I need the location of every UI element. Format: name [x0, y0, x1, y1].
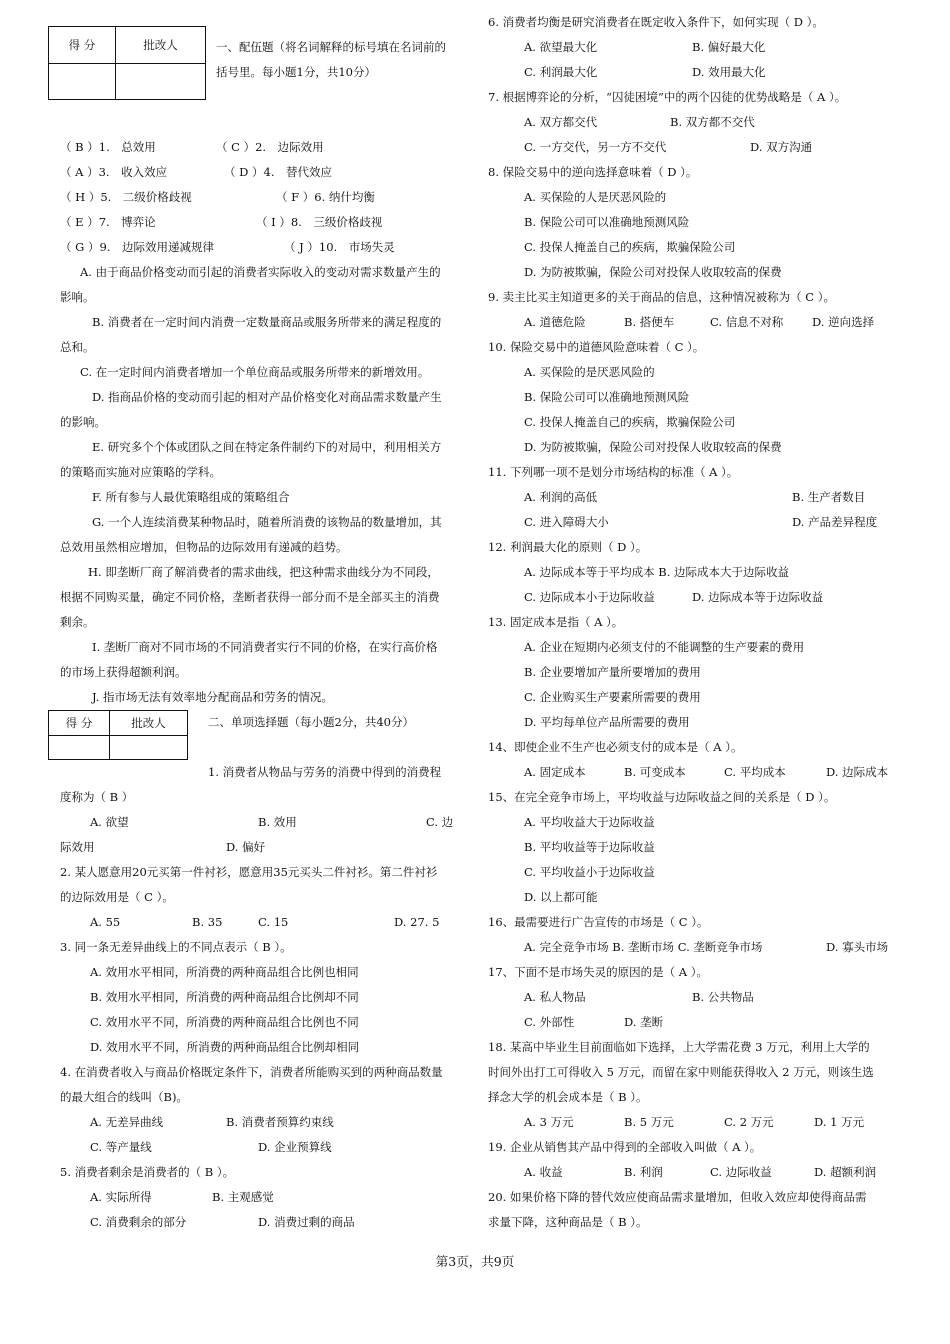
option-text: A. 固定成本 — [524, 765, 586, 779]
option-text: D. 逆向选择 — [812, 315, 875, 329]
option-text: D. 产品差异程度 — [792, 515, 878, 529]
line-text: 5. 消费者剩余是消费者的（ B ）。 — [60, 1165, 235, 1179]
line-text: 16、最需要进行广告宣传的市场是（ C ）。 — [488, 915, 709, 929]
line-text: 剩余。 — [60, 615, 95, 629]
grader-cell[interactable] — [116, 64, 206, 100]
line-text: 二、单项选择题（每小题2分，共40分） — [208, 715, 414, 729]
option-text: （ C ）2. 边际效用 — [216, 140, 324, 154]
line-text: G. 一个人连续消费某种物品时，随着所消费的该物品的数量增加，其 — [92, 515, 442, 529]
line-text: 求量下降，这种商品是（ B ）。 — [488, 1215, 648, 1229]
line-text: 度称为（ B ） — [60, 790, 134, 804]
option-text: B. 搭便车 — [624, 315, 675, 329]
score-label: 得 分 — [49, 27, 116, 64]
line-text: 10. 保险交易中的道德风险意味着（ C ）。 — [488, 340, 705, 354]
line-text: 总和。 — [60, 340, 95, 354]
option-text: C. 进入障碍大小 — [524, 515, 609, 529]
option-text: C. 边 — [426, 815, 454, 829]
line-text: 11. 下列哪一项不是划分市场结构的标准（ A ）。 — [488, 465, 739, 479]
option-text: D. 27. 5 — [394, 915, 440, 929]
line-text: C. 企业购买生产要素所需要的费用 — [524, 690, 701, 704]
score-cell[interactable] — [49, 64, 116, 100]
option-text: C. 一方交代，另一方不交代 — [524, 140, 667, 154]
line-text: C. 平均收益小于边际收益 — [524, 865, 655, 879]
line-text: 时间外出打工可得收入 5 万元，而留在家中则能获得收入 2 万元，则该生选 — [488, 1065, 874, 1079]
option-text: D. 边际成本等于边际收益 — [692, 590, 824, 604]
option-text: A. 55 — [90, 915, 121, 929]
line-text: 13. 固定成本是指（ A ）。 — [488, 615, 624, 629]
option-text: D. 双方沟通 — [750, 140, 813, 154]
line-text: I. 垄断厂商对不同市场的不同消费者实行不同的价格，在实行高价格 — [92, 640, 438, 654]
line-text: B. 企业要增加产量所要增加的费用 — [524, 665, 701, 679]
line-text: 的策略而实施对应策略的学科。 — [60, 465, 221, 479]
option-text: B. 偏好最大化 — [692, 40, 766, 54]
line-text: 的边际效用是（ C ）。 — [60, 890, 174, 904]
line-text: 择念大学的机会成本是（ B ）。 — [488, 1090, 648, 1104]
line-text: 9. 卖主比买主知道更多的关于商品的信息，这种情况被称为（ C ）。 — [488, 290, 835, 304]
line-text: A. 买保险的是厌恶风险的 — [524, 365, 655, 379]
line-text: 17、下面不是市场失灵的原因的是（ A ）。 — [488, 965, 708, 979]
line-text: 的影响。 — [60, 415, 106, 429]
line-text: A. 效用水平相同，所消费的两种商品组合比例也相同 — [90, 965, 359, 979]
option-text: A. 收益 — [524, 1165, 563, 1179]
line-text: F. 所有参与人最优策略组成的策略组合 — [92, 490, 290, 504]
option-text: B. 35 — [192, 915, 223, 929]
option-text: （ J ）10. 市场失灵 — [284, 240, 395, 254]
option-text: A. 道德危险 — [524, 315, 586, 329]
line-text: 总效用虽然相应增加，但物品的边际效用有递减的趋势。 — [60, 540, 348, 554]
line-text: A. 企业在短期内必须支付的不能调整的生产要素的费用 — [524, 640, 805, 654]
score-label: 得 分 — [49, 711, 110, 736]
line-text: 7. 根据博弈论的分析，“囚徒困境”中的两个囚徒的优势战略是（ A ）。 — [488, 90, 847, 104]
line-text: 一、配伍题（将名词解释的标号填在名词前的 — [216, 40, 446, 54]
option-text: A. 无差异曲线 — [90, 1115, 164, 1129]
option-text: D. 1 万元 — [814, 1115, 865, 1129]
option-text: C. 15 — [258, 915, 289, 929]
option-text: D. 边际成本 — [826, 765, 889, 779]
line-text: 2. 某人愿意用20元买第一件衬衫，愿意用35元买头二件衬衫。第二件衬衫 — [60, 865, 438, 879]
option-text: （ B ）1. 总效用 — [60, 140, 156, 154]
line-text: 18. 某高中毕业生目前面临如下选择，上大学需花费 3 万元，利用上大学的 — [488, 1040, 870, 1054]
option-text: （ I ）8. 三级价格歧视 — [256, 215, 383, 229]
option-text: B. 消费者预算约束线 — [226, 1115, 334, 1129]
option-text: D. 垄断 — [624, 1015, 664, 1029]
option-text: （ F ）6. 纳什均衡 — [276, 190, 375, 204]
option-text: C. 平均成本 — [724, 765, 786, 779]
line-text: 的市场上获得超额利润。 — [60, 665, 187, 679]
option-text: A. 双方都交代 — [524, 115, 598, 129]
line-text: 8. 保险交易中的逆向选择意味着（ D ）。 — [488, 165, 698, 179]
line-text: B. 效用水平相同，所消费的两种商品组合比例却不同 — [90, 990, 359, 1004]
line-text: C. 在一定时间内消费者增加一个单位商品或服务所带来的新增效用。 — [80, 365, 430, 379]
option-text: C. 利润最大化 — [524, 65, 598, 79]
line-text: C. 投保人掩盖自己的疾病，欺骗保险公司 — [524, 240, 736, 254]
option-text: D. 效用最大化 — [692, 65, 766, 79]
line-text: 12. 利润最大化的原则（ D ）。 — [488, 540, 648, 554]
option-text: A. 实际所得 — [90, 1190, 152, 1204]
line-text: 3. 同一条无差异曲线上的不同点表示（ B ）。 — [60, 940, 292, 954]
option-text: D. 企业预算线 — [258, 1140, 332, 1154]
line-text: D. 为防被欺骗，保险公司对投保人收取较高的保费 — [524, 440, 782, 454]
option-text: B. 公共物品 — [692, 990, 754, 1004]
line-text: 影响。 — [60, 290, 95, 304]
option-text: D. 寡头市场 — [826, 940, 889, 954]
option-text: C. 消费剩余的部分 — [90, 1215, 187, 1229]
line-text: B. 保险公司可以准确地预测风险 — [524, 215, 690, 229]
line-text: B. 消费者在一定时间内消费一定数量商品或服务所带来的满足程度的 — [92, 315, 442, 329]
line-text: C. 投保人掩盖自己的疾病，欺骗保险公司 — [524, 415, 736, 429]
line-text: 根据不同购买量，确定不同价格，垄断者获得一部分而不是全部买主的消费 — [60, 590, 440, 604]
option-text: B. 效用 — [258, 815, 297, 829]
option-text: C. 等产量线 — [90, 1140, 152, 1154]
line-text: B. 平均收益等于边际收益 — [524, 840, 655, 854]
line-text: H. 即垄断厂商了解消费者的需求曲线，把这种需求曲线分为不同段， — [88, 565, 439, 579]
option-text: B. 可变成本 — [624, 765, 686, 779]
line-text: 20. 如果价格下降的替代效应使商品需求量增加，但收入效应却使得商品需 — [488, 1190, 867, 1204]
line-text: D. 为防被欺骗，保险公司对投保人收取较高的保费 — [524, 265, 782, 279]
option-text: A. 利润的高低 — [524, 490, 598, 504]
line-text: 19. 企业从销售其产品中得到的全部收入叫做（ A ）。 — [488, 1140, 762, 1154]
option-text: B. 5 万元 — [624, 1115, 674, 1129]
line-text: 的最大组合的线叫（B)。 — [60, 1090, 188, 1104]
line-text: A. 边际成本等于平均成本 B. 边际成本大于边际收益 — [524, 565, 790, 579]
option-text: （ H ）5. 二级价格歧视 — [60, 190, 192, 204]
score-box-1 — [48, 26, 206, 100]
grader-cell[interactable] — [110, 736, 188, 760]
option-text: A. 私人物品 — [524, 990, 586, 1004]
line-text: D. 效用水平不同，所消费的两种商品组合比例却相同 — [90, 1040, 360, 1054]
option-text: C. 边际成本小于边际收益 — [524, 590, 655, 604]
option-text: A. 欲望 — [90, 815, 129, 829]
option-text: （ G ）9. 边际效用递减规律 — [60, 240, 214, 254]
option-text: B. 利润 — [624, 1165, 663, 1179]
line-text: 括号里。每小题1分，共10分） — [216, 65, 376, 79]
line-text: D. 指商品价格的变动而引起的相对产品价格变化对商品需求数量产生 — [92, 390, 442, 404]
line-text: 1. 消费者从物品与劳务的消费中得到的消费程 — [208, 765, 442, 779]
option-text: （ E ）7. 博弈论 — [60, 215, 156, 229]
line-text: 15、在完全竞争市场上，平均收益与边际收益之间的关系是（ D ）。 — [488, 790, 836, 804]
option-text: A. 3 万元 — [524, 1115, 574, 1129]
line-text: A. 由于商品价格变动而引起的消费者实际收入的变动对需求数量产生的 — [80, 265, 441, 279]
option-text: A. 欲望最大化 — [524, 40, 598, 54]
option-text: 际效用 — [60, 840, 95, 854]
option-text: B. 双方都不交代 — [670, 115, 755, 129]
grader-label: 批改人 — [116, 27, 206, 64]
page-number: 第3页，共9页 — [435, 1254, 515, 1269]
score-box-2 — [48, 710, 188, 760]
line-text: A. 买保险的人是厌恶风险的 — [524, 190, 667, 204]
option-text: B. 生产者数目 — [792, 490, 866, 504]
option-text: C. 边际收益 — [710, 1165, 772, 1179]
option-text: D. 偏好 — [226, 840, 266, 854]
option-text: C. 2 万元 — [724, 1115, 774, 1129]
line-text: A. 平均收益大于边际收益 — [524, 815, 655, 829]
line-text: C. 效用水平不同，所消费的两种商品组合比例也不同 — [90, 1015, 359, 1029]
option-text: （ A ）3. 收入效应 — [60, 165, 168, 179]
option-text: （ D ）4. 替代效应 — [224, 165, 333, 179]
line-text: 4. 在消费者收入与商品价格既定条件下，消费者所能购买到的两种商品数量 — [60, 1065, 443, 1079]
line-text: 6. 消费者均衡是研究消费者在既定收入条件下，如何实现（ D ）。 — [488, 15, 824, 29]
option-text: A. 完全竞争市场 B. 垄断市场 C. 垄断竞争市场 — [524, 940, 763, 954]
grader-label: 批改人 — [110, 711, 188, 736]
option-text: D. 消费过剩的商品 — [258, 1215, 355, 1229]
line-text: E. 研究多个个体或团队之间在特定条件制约下的对局中，利用相关方 — [92, 440, 442, 454]
score-cell[interactable] — [49, 736, 110, 760]
option-text: C. 信息不对称 — [710, 315, 784, 329]
line-text: J. 指市场无法有效率地分配商品和劳务的情况。 — [92, 690, 334, 704]
line-text: D. 平均每单位产品所需要的费用 — [524, 715, 690, 729]
line-text: B. 保险公司可以准确地预测风险 — [524, 390, 690, 404]
line-text: D. 以上都可能 — [524, 890, 598, 904]
option-text: C. 外部性 — [524, 1015, 575, 1029]
option-text: D. 超额利润 — [814, 1165, 877, 1179]
option-text: B. 主观感觉 — [212, 1190, 274, 1204]
line-text: 14、即使企业不生产也必须支付的成本是（ A ）。 — [488, 740, 743, 754]
